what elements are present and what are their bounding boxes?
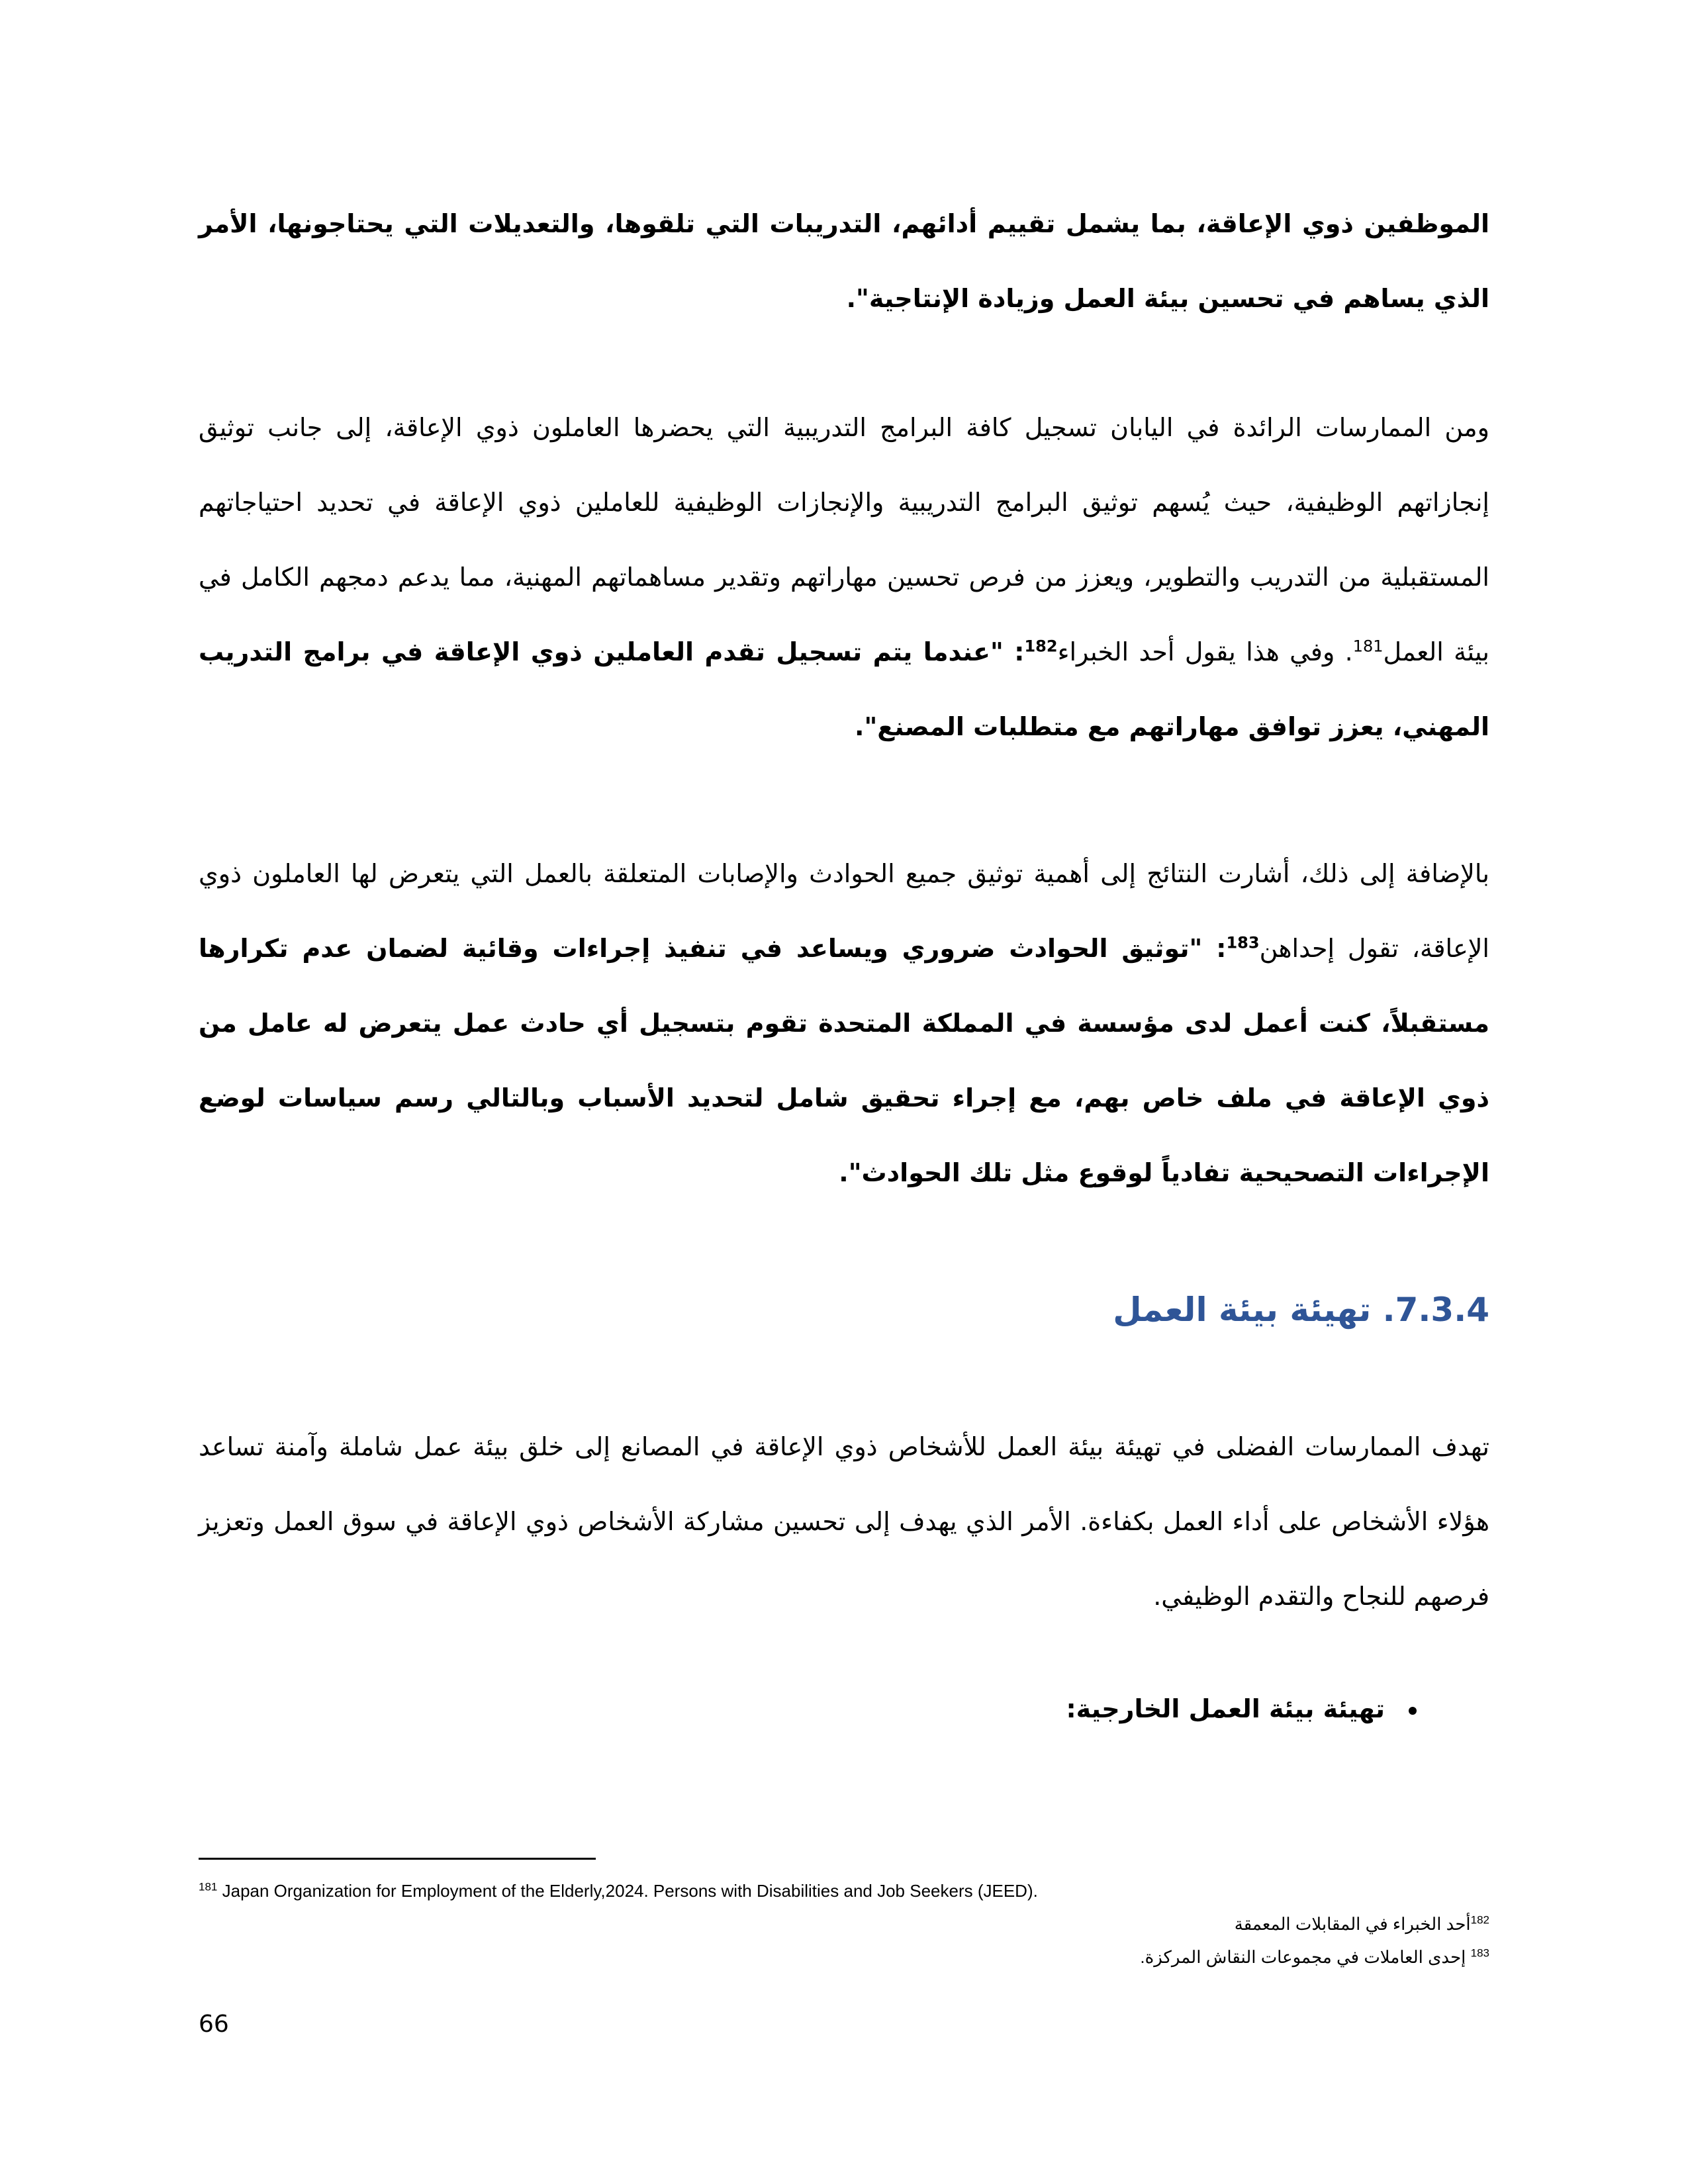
- paragraph-2-text: ومن الممارسات الرائدة في اليابان تسجيل كافة البرامج التدريبية التي يحضرها العاملون ذوي الإعاقة، إلى جانب توثيق إنجازاتهم الوظيفية، حيث يُسهم توثيق البرامج التدريبية والإنجازات الوظيفية للعاملين ذوي الإعاقة في تحديد احتياجاتهم المستقبلية من التدريب والتطوير، ويعزز من فرص تحسين مهاراتهم وتقدير مساهماتهم المهنية، مما يدعم دمجهم الكامل في بيئة العمل: [199, 413, 1489, 666]
- footnote-num-183: 183: [1470, 1946, 1489, 1960]
- section-heading: 7.3.4. تهيئة بيئة العمل: [1113, 1291, 1489, 1329]
- footnote-ref-183[interactable]: 183: [1226, 933, 1260, 952]
- footnote-num-181: 181: [199, 1880, 218, 1893]
- paragraph-4: [199, 1410, 1489, 1634]
- paragraph-2-mid: . وفي هذا يقول أحد الخبراء: [1057, 637, 1353, 666]
- footnote-text-183: إحدى العاملات في مجموعات النقاش المركزة.: [1140, 1947, 1466, 1967]
- footnote-182: [1235, 1914, 1489, 1934]
- footnote-181: [199, 1881, 1038, 1901]
- footnote-text-181: Japan Organization for Employment of the Elderly,2024. Persons with Disabilities and Job Seekers (JEED).: [222, 1881, 1038, 1901]
- bullet-text: تهيئة بيئة العمل الخارجية:: [1066, 1694, 1385, 1723]
- expert-quote-1: : "عندما يتم تسجيل تقدم العاملين ذوي الإعاقة في برامج التدريب المهني، يعزز توافق مهاراتهم مع متطلبات المصنع".: [199, 637, 1489, 741]
- paragraph-3-text: بالإضافة إلى ذلك، أشارت النتائج إلى أهمية توثيق جميع الحوادث والإصابات المتعلقة بالعمل التي يتعرض لها العاملون ذوي الإعاقة، تقول إحداهن: [199, 859, 1489, 963]
- footnote-ref-181[interactable]: 181: [1352, 637, 1383, 656]
- paragraph-1-text: الموظفين ذوي الإعاقة، بما يشمل تقييم أدائهم، التدريبات التي تلقوها، والتعديلات التي يحتاجونها، الأمر الذي يساهم في تحسين بيئة العمل وزيادة الإنتاجية".: [199, 209, 1489, 313]
- paragraph-3: [199, 837, 1489, 1210]
- footnote-183: [1140, 1947, 1489, 1968]
- footnote-ref-182[interactable]: 182: [1024, 637, 1058, 656]
- footnote-num-182: 182: [1470, 1913, 1489, 1927]
- footnote-text-182: أحد الخبراء في المقابلات المعمقة: [1234, 1914, 1471, 1934]
- bullet-dot-icon: [1409, 1707, 1417, 1715]
- bullet-item: [199, 1694, 1417, 1723]
- paragraph-1: [199, 187, 1489, 336]
- paragraph-4-text: تهدف الممارسات الفضلى في تهيئة بيئة العمل للأشخاص ذوي الإعاقة في المصانع إلى خلق بيئة عمل شاملة وآمنة تساعد هؤلاء الأشخاص على أداء العمل بكفاءة. الأمر الذي يهدف إلى تحسين مشاركة الأشخاص ذوي الإعاقة في سوق العمل وتعزيز فرصهم للنجاح والتقدم الوظيفي.: [199, 1432, 1489, 1611]
- footnote-separator: [199, 1858, 596, 1860]
- page-number: 66: [199, 2011, 229, 2038]
- paragraph-2: [199, 390, 1489, 764]
- worker-quote: : "توثيق الحوادث ضروري ويساعد في تنفيذ إجراءات وقائية لضمان عدم تكرارها مستقبلاً، كنت أعمل لدى مؤسسة في المملكة المتحدة تقوم بتسجيل أي حادث عمل يتعرض له عامل من ذوي الإعاقة في ملف خاص بهم، مع إجراء تحقيق شامل لتحديد الأسباب وبالتالي رسم سياسات لوضع الإجراءات التصحيحية تفادياً لوقوع مثل تلك الحوادث".: [199, 934, 1489, 1187]
